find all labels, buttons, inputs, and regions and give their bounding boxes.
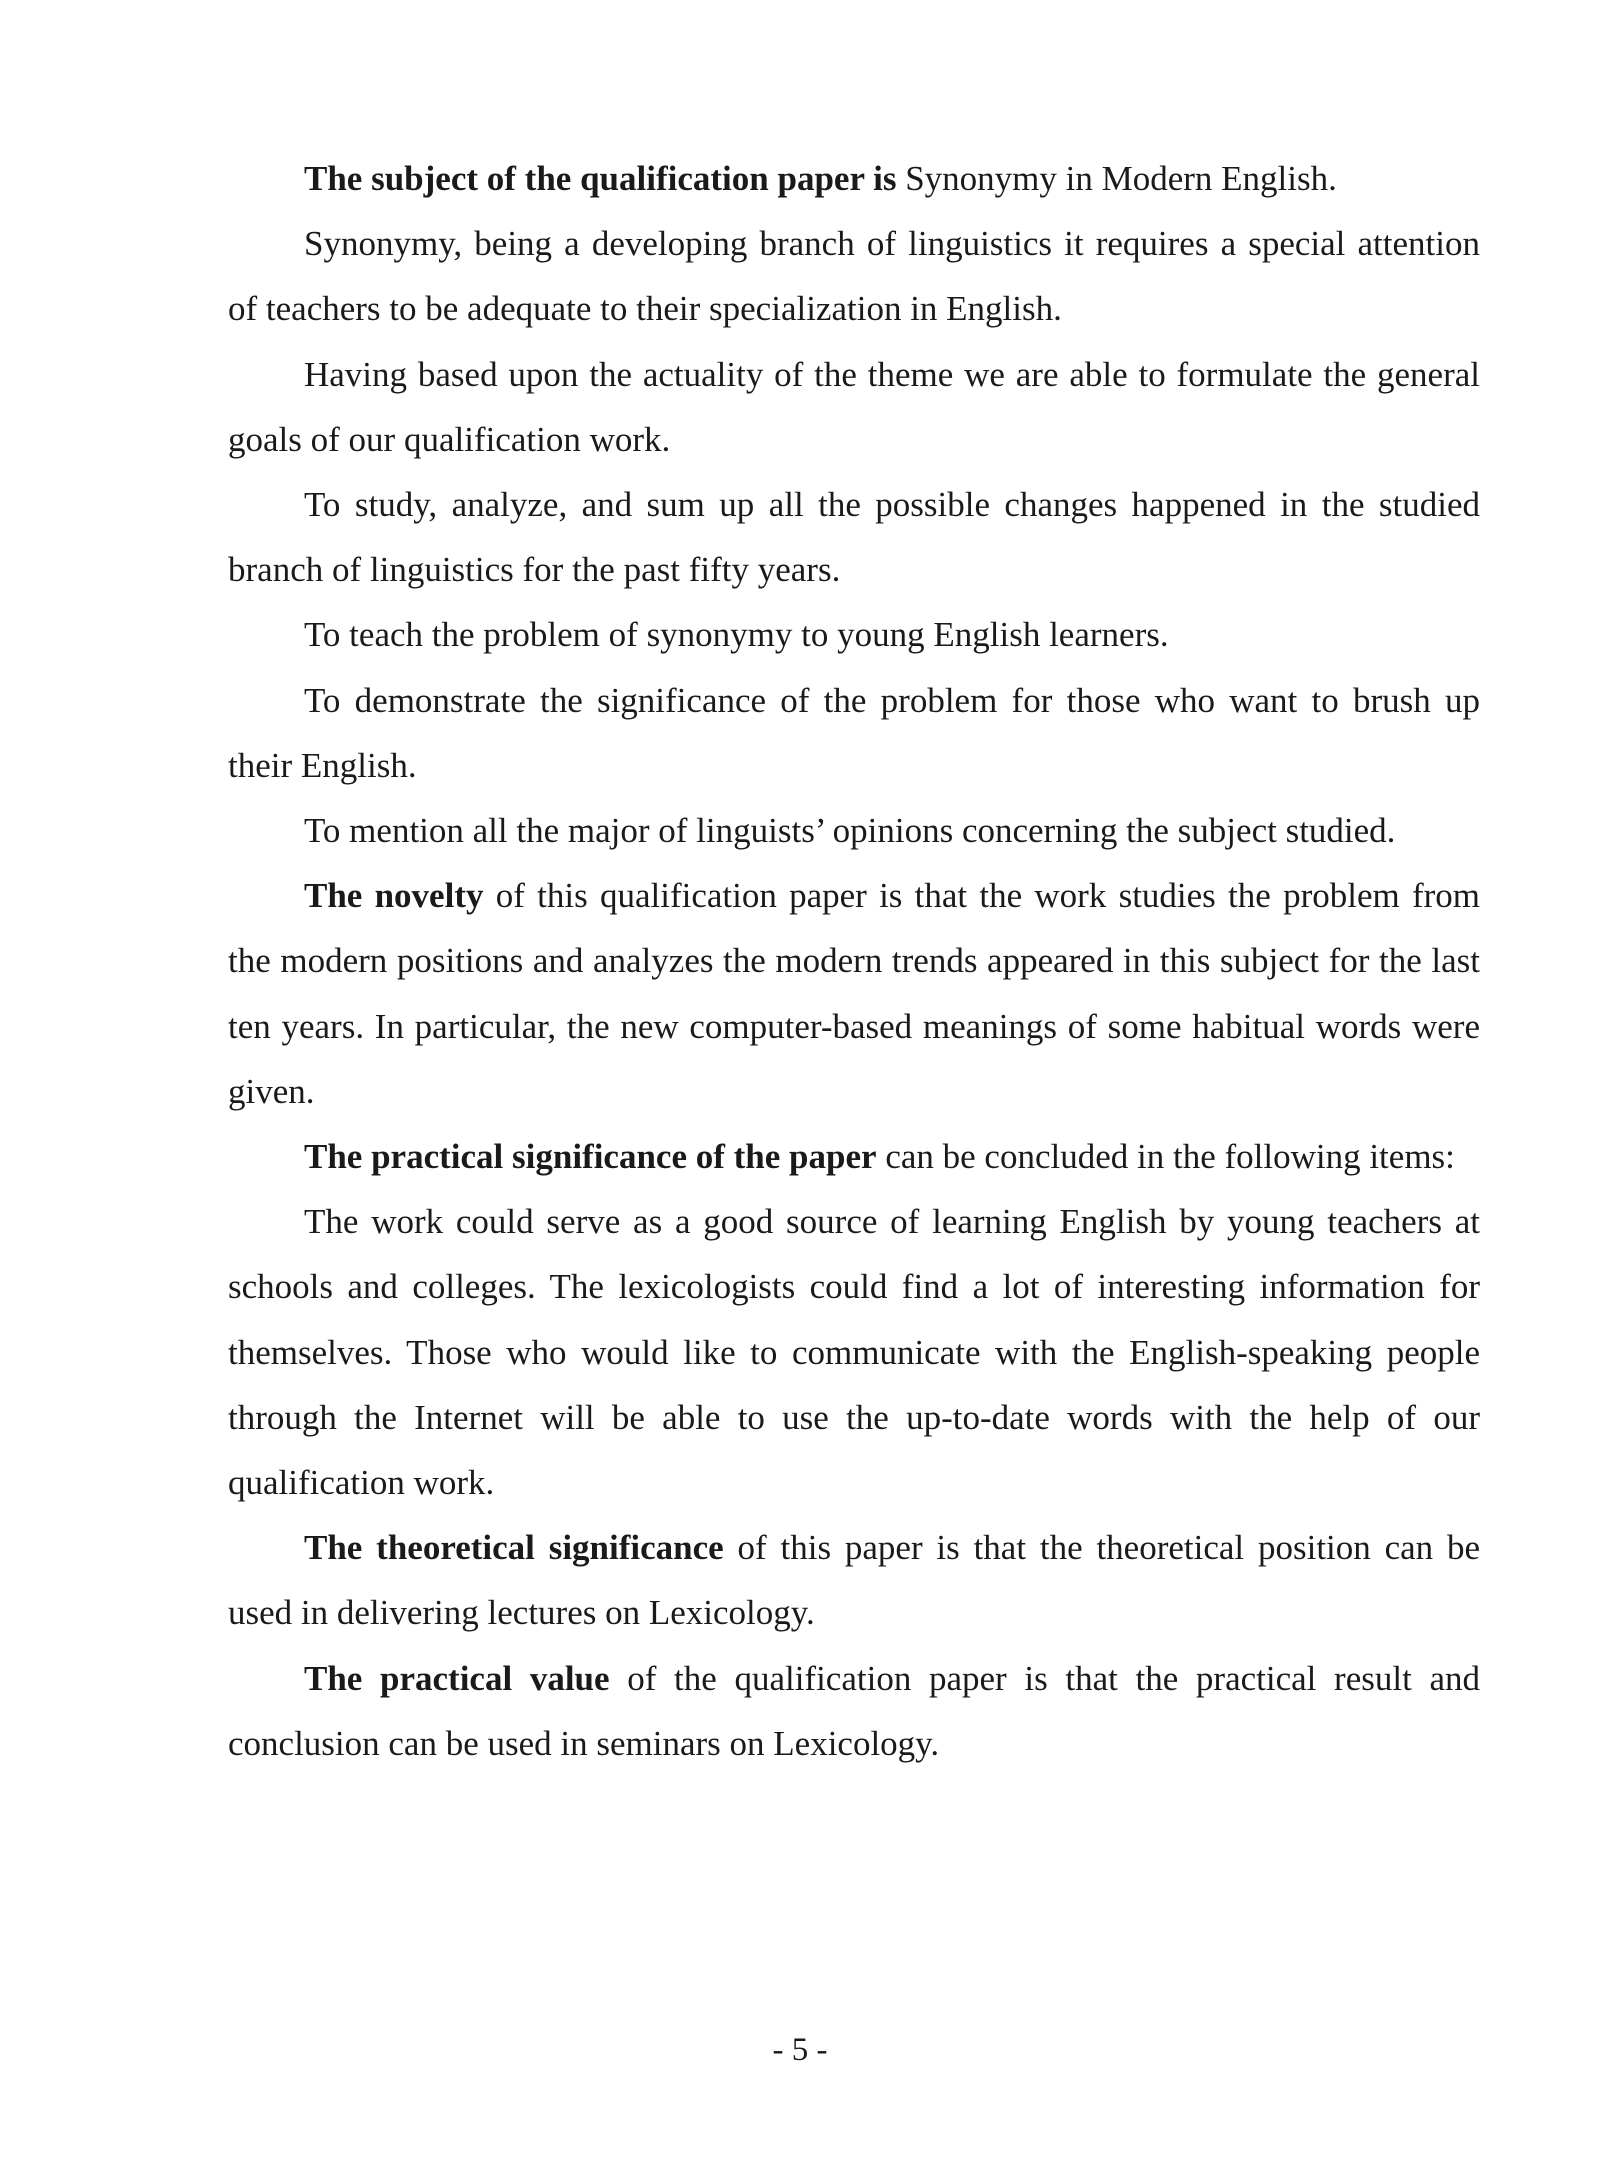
paragraph-goal-teach (228, 602, 1480, 667)
paragraph-text: of this paper is that the theoretical position can be used in delivering lectures on Lexicology. (228, 1528, 1481, 1633)
paragraph-text: The work could serve as a good source of learning English by young teachers at schools and colleges. The lexicologists could find a lot of interesting information for themselves. Those who would like to communicate with the English-speaking people through the Internet will be able to use the up-to-date words with the help of our qualification work. (228, 1202, 1480, 1503)
paragraph-text: To demonstrate the significance of the problem for those who want to brush up their English. (228, 680, 1480, 785)
paragraph-goal-study (228, 472, 1480, 602)
paragraph-goals (228, 342, 1480, 472)
paragraph-text: can be concluded in the following items: (876, 1137, 1455, 1177)
paragraph-theoretical-significance (228, 1515, 1480, 1645)
paragraph-work-use (228, 1189, 1480, 1515)
paragraph-text: To study, analyze, and sum up all the possible changes happened in the studied branch of linguistics for the past fifty years. (228, 485, 1480, 590)
paragraph-text: Having based upon the actuality of the theme we are able to formulate the general goals of our qualification work. (228, 354, 1480, 459)
paragraph-practical-value (228, 1646, 1480, 1776)
paragraph-text: To teach the problem of synonymy to young English learners. (304, 615, 1169, 655)
paragraph-text: To mention all the major of linguists’ opinions concerning the subject studied. (304, 811, 1396, 851)
paragraph-text: Synonymy, being a developing branch of linguistics it requires a special attention of teachers to be adequate to their specialization in English. (228, 224, 1480, 329)
paragraph-practical-significance (228, 1124, 1480, 1189)
paragraph-subject (228, 146, 1480, 211)
paragraph-goal-demonstrate (228, 668, 1480, 798)
page-number: - 5 - (772, 2032, 828, 2068)
document-body (228, 146, 1480, 1776)
paragraph-text: Synonymy in Modern English. (896, 159, 1337, 198)
paragraph-lead: The practical value (304, 1658, 610, 1698)
paragraph-lead: The practical significance of the paper (304, 1137, 877, 1177)
paragraph-lead: The theoretical significance (304, 1528, 724, 1568)
paragraph-text: of this qualification paper is that the work studies the problem from the modern positions and analyzes the modern trends appeared in this subject for the last ten years. In particular, the new computer-based meanings of some habitual words were given. (228, 876, 1480, 1111)
paragraph-goal-mention (228, 798, 1480, 863)
paragraph-novelty (228, 863, 1480, 1124)
paragraph-synonymy (228, 211, 1480, 341)
paragraph-text: of the qualification paper is that the practical result and conclusion can be used in seminars on Lexicology. (228, 1658, 1480, 1763)
paragraph-lead: The subject of the qualification paper is (304, 159, 897, 198)
paragraph-lead: The novelty (304, 876, 484, 916)
